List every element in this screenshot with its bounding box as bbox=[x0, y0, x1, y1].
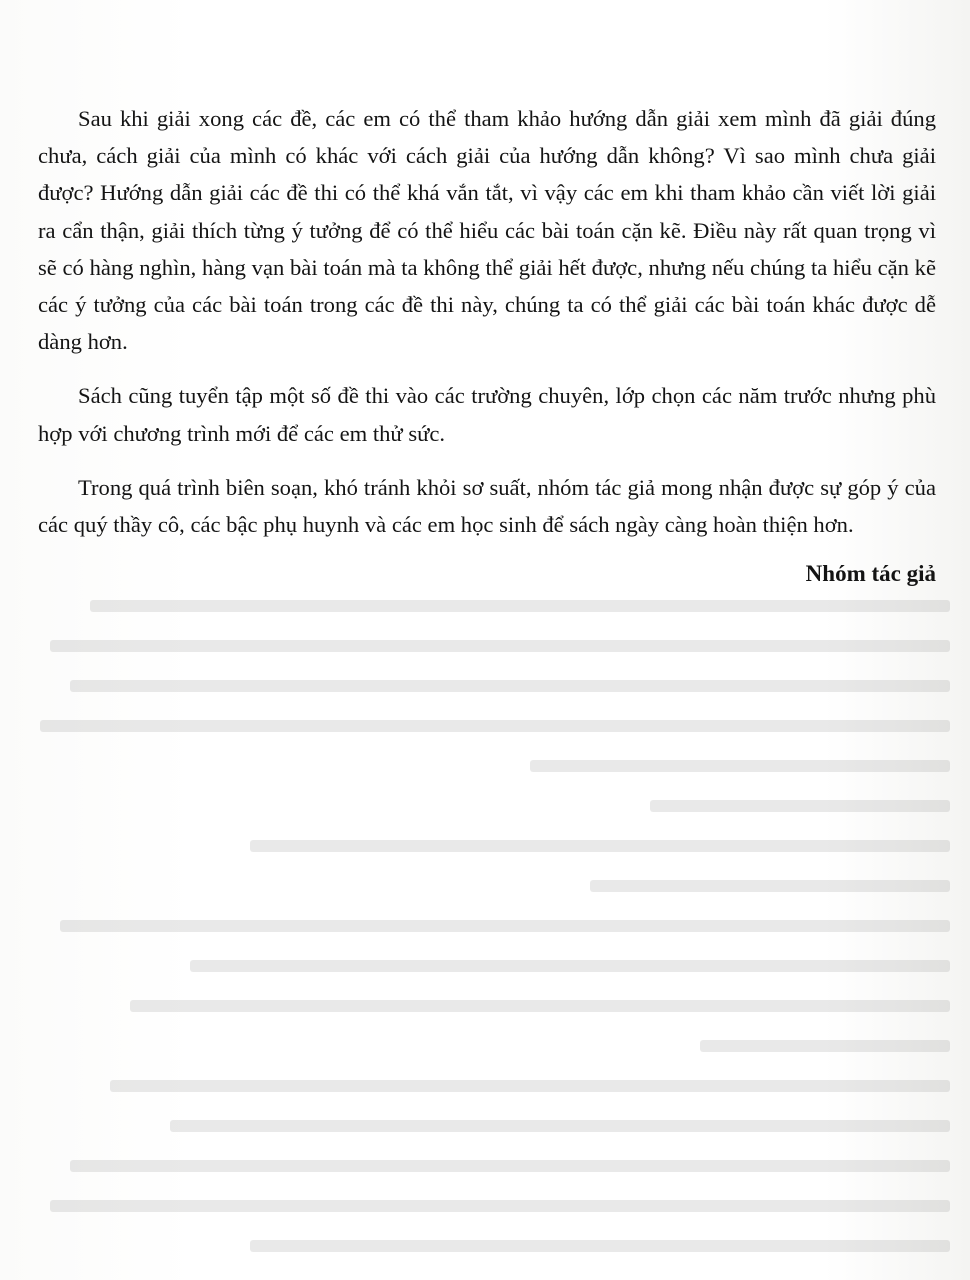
bleed-through-texture bbox=[20, 585, 950, 1275]
paragraph-3: Trong quá trình biên soạn, khó tránh khỏi sơ suất, nhóm tác giả mong nhận được sự góp ý của các quý thầy cô, các bậc phụ huynh và các em học sinh để sách ngày càng hoàn thiện hơn. bbox=[38, 474, 936, 538]
document-body bbox=[38, 100, 936, 592]
author-signature: Nhóm tác giả bbox=[805, 561, 936, 587]
paragraph-1: Sau khi giải xong các đề, các em có thể tham khảo hướng dẫn giải xem mình đã giải đúng chưa, cách giải của mình có khác với cách giải của hướng dẫn không? Vì sao mình chưa giải được? Hướng dẫn giải các đề thi có thể khá vắn tắt, vì vậy các em khi tham khảo cần viết lời giải ra cẩn thận, giải thích từng ý tưởng để có thể hiểu các bài toán cặn kẽ. Điều này rất quan trọng vì sẽ có hàng nghìn, hàng vạn bài toán mà ta không thể giải hết được, nhưng nếu chúng ta hiểu cặn kẽ các ý tưởng của các bài toán trong các đề thi này, chúng ta có thể giải các bài toán khác được dễ dàng hơn. bbox=[38, 106, 936, 355]
paragraph-2: Sách cũng tuyển tập một số đề thi vào các trường chuyên, lớp chọn các năm trước nhưng phù hợp với chương trình mới để các em thử sức. bbox=[38, 383, 936, 446]
